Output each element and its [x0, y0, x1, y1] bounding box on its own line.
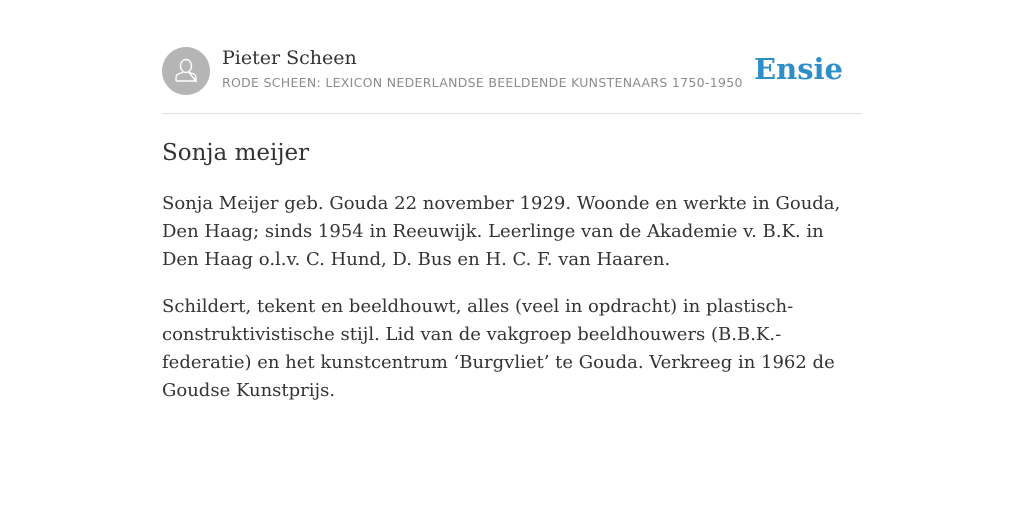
- page-title: Sonja meijer: [162, 140, 310, 166]
- avatar[interactable]: [162, 47, 210, 95]
- source-title[interactable]: RODE SCHEEN: LEXICON NEDERLANDSE BEELDENDE KUNSTENAARS 1750-1950: [222, 75, 743, 90]
- brand-logo[interactable]: Ensie: [754, 52, 843, 86]
- paragraph: Sonja Meijer geb. Gouda 22 november 1929. Woonde en werkte in Gouda, Den Haag; sinds 1954 in Reeuwijk. Leerlinge van de Akademie v. B.K. in Den Haag o.l.v. C. Hund, D. Bus en H. C. F. van Haaren.: [162, 193, 841, 270]
- article-body: [162, 190, 862, 424]
- paragraph: Schildert, tekent en beeldhouwt, alles (veel in opdracht) in plastisch-construktivistische stijl. Lid van de vakgroep beeldhouwers (B.B.K.-federatie) en het kunstcentrum ‘Burgvliet’ te Gouda. Verkreeg in 1962 de Goudse Kunstprijs.: [162, 296, 835, 401]
- content-container: [162, 0, 862, 401]
- author-header: [162, 0, 862, 114]
- author-name[interactable]: Pieter Scheen: [222, 47, 357, 69]
- user-silhouette-icon: [162, 47, 210, 95]
